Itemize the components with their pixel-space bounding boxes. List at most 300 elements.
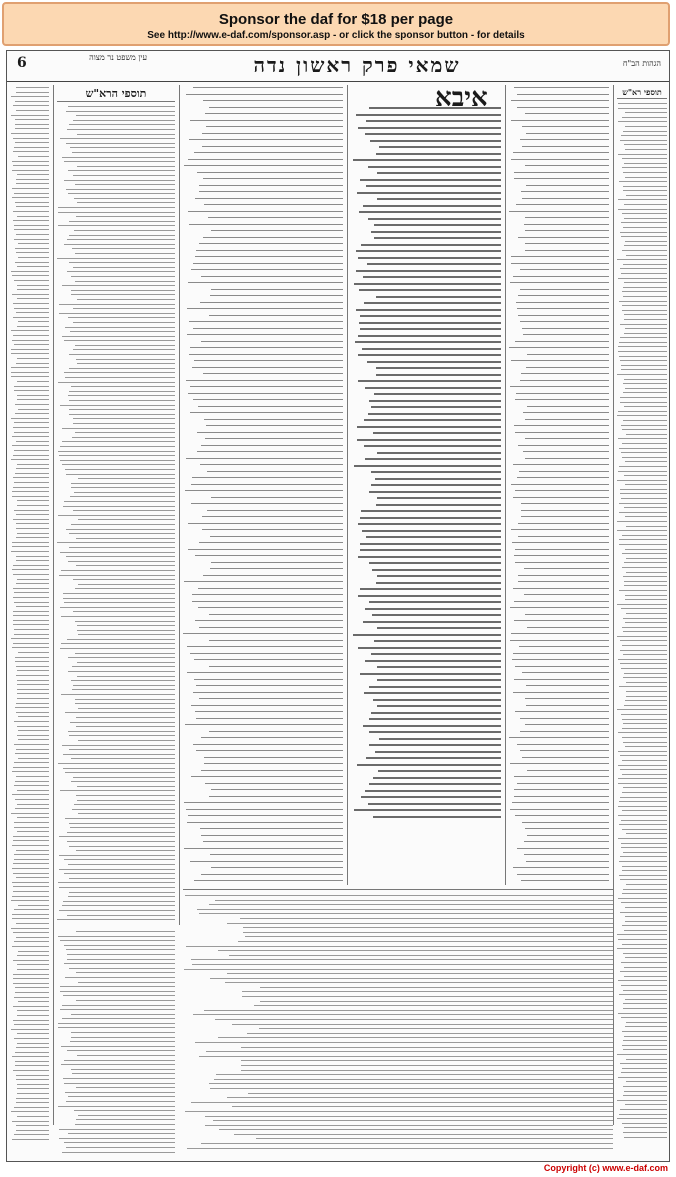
text-line: [625, 549, 667, 550]
text-line: [66, 556, 175, 557]
text-line: [13, 303, 49, 304]
text-line: [620, 797, 667, 798]
text-line: [60, 138, 175, 139]
text-line: [17, 698, 49, 699]
text-line: [525, 614, 609, 615]
text-line: [518, 445, 609, 446]
text-line: [15, 1065, 49, 1066]
text-line: [241, 1060, 613, 1061]
text-line: [232, 1106, 613, 1107]
text-line: [75, 253, 175, 254]
text-line: [13, 1006, 49, 1007]
text-line: [620, 663, 667, 664]
text-line: [241, 1047, 613, 1048]
text-line: [67, 129, 175, 130]
text-line: [243, 927, 613, 928]
text-line: [525, 419, 609, 420]
text-line: [13, 891, 49, 892]
text-line: [15, 808, 49, 809]
text-line: [618, 659, 667, 660]
text-line: [74, 1110, 175, 1111]
text-line: [368, 166, 501, 168]
text-line: [527, 835, 609, 836]
text-line: [11, 353, 49, 354]
text-line: [521, 880, 609, 881]
text-line: [59, 313, 175, 314]
text-line: [522, 146, 609, 147]
sponsor-banner[interactable]: [2, 2, 670, 46]
text-line: [66, 474, 175, 475]
text-line: [518, 536, 609, 537]
text-line: [12, 197, 49, 198]
text-line: [622, 1031, 667, 1032]
text-line: [521, 503, 609, 504]
text-line: [509, 737, 609, 738]
text-line: [64, 244, 175, 245]
text-line: [69, 414, 175, 415]
text-line: [210, 854, 343, 855]
text-line: [358, 257, 501, 259]
text-line: [65, 818, 175, 819]
text-line: [518, 237, 609, 238]
text-line: [12, 1056, 49, 1057]
text-line: [365, 458, 501, 460]
text-line: [190, 347, 343, 348]
text-line: [622, 158, 667, 159]
text-line: [12, 161, 49, 162]
text-line: [245, 936, 613, 937]
text-line: [510, 386, 609, 387]
text-line: [625, 112, 667, 113]
text-line: [624, 562, 667, 563]
text-line: [61, 1064, 175, 1065]
text-line: [623, 1049, 667, 1050]
text-line: [365, 660, 501, 662]
text-line: [17, 289, 49, 290]
text-line: [624, 144, 667, 145]
text-line: [76, 726, 175, 727]
text-line: [11, 115, 49, 116]
text-line: [60, 1009, 175, 1010]
text-line: [77, 363, 175, 364]
text-line: [72, 689, 175, 690]
left-commentary-heading: תוספי הרא"ש: [57, 87, 175, 102]
text-line: [521, 373, 609, 374]
text-line: [624, 1091, 667, 1092]
text-line: [67, 639, 175, 640]
text-line: [66, 949, 175, 950]
text-line: [17, 1010, 49, 1011]
text-line: [202, 529, 343, 530]
text-line: [623, 723, 667, 724]
text-line: [367, 263, 501, 265]
text-line: [358, 380, 501, 382]
text-line: [621, 962, 667, 963]
text-line: [622, 250, 667, 251]
text-line: [17, 790, 49, 791]
text-line: [72, 809, 175, 810]
text-line: [622, 305, 667, 306]
text-line: [198, 588, 343, 589]
text-line: [622, 829, 667, 830]
text-line: [69, 235, 175, 236]
text-line: [16, 110, 49, 111]
text-line: [193, 1014, 613, 1015]
sponsor-subtitle[interactable]: See http://www.e-daf.com/sponsor.asp - or click the sponsor button - for details: [147, 30, 525, 41]
text-line: [622, 213, 667, 214]
text-line: [625, 599, 667, 600]
text-line: [205, 438, 343, 439]
text-line: [625, 700, 667, 701]
text-line: [375, 478, 501, 480]
text-line: [625, 516, 667, 517]
text-line: [624, 705, 667, 706]
text-line: [355, 341, 501, 343]
text-line: [526, 685, 609, 686]
text-line: [519, 646, 609, 647]
text-line: [57, 542, 175, 543]
text-line: [211, 289, 343, 290]
text-line: [185, 1111, 613, 1112]
text-line: [623, 1040, 667, 1041]
text-line: [517, 308, 609, 309]
text-line: [68, 170, 175, 171]
text-line: [617, 1100, 667, 1101]
text-line: [14, 239, 49, 240]
text-line: [203, 575, 343, 576]
text-line: [362, 348, 501, 350]
text-line: [13, 983, 49, 984]
text-line: [63, 1078, 175, 1079]
text-line: [512, 659, 609, 660]
text-line: [191, 503, 343, 504]
text-line: [16, 877, 49, 878]
text-line: [206, 126, 343, 127]
text-line: [14, 1038, 49, 1039]
text-line: [194, 152, 343, 153]
text-line: [67, 832, 175, 833]
text-line: [78, 584, 175, 585]
text-line: [527, 770, 609, 771]
text-line: [626, 884, 667, 885]
text-line: [624, 163, 667, 164]
text-line: [17, 831, 49, 832]
text-line: [191, 776, 343, 777]
text-line: [17, 689, 49, 690]
text-line: [617, 530, 667, 531]
text-line: [624, 976, 667, 977]
text-line: [625, 921, 667, 922]
talmud-page: [6, 50, 670, 1162]
text-line: [199, 1056, 613, 1057]
text-line: [15, 1061, 49, 1062]
text-line: [360, 543, 501, 545]
text-line: [76, 1119, 175, 1120]
text-line: [197, 451, 343, 452]
text-line: [509, 347, 609, 348]
text-line: [192, 367, 343, 368]
text-line: [17, 680, 49, 681]
text-line: [623, 392, 667, 393]
text-line: [76, 795, 175, 796]
text-line: [185, 895, 613, 896]
text-line: [66, 1147, 175, 1148]
text-line: [17, 399, 49, 400]
text-line: [227, 1097, 613, 1098]
text-line: [69, 547, 175, 548]
text-line: [68, 896, 175, 897]
text-line: [65, 712, 175, 713]
text-line: [16, 87, 49, 88]
text-line: [621, 222, 667, 223]
text-line: [242, 991, 613, 992]
text-line: [358, 647, 501, 649]
text-line: [626, 1022, 667, 1023]
text-line: [75, 345, 175, 346]
text-line: [14, 941, 49, 942]
text-line: [363, 205, 501, 207]
text-line: [364, 445, 501, 447]
text-line: [626, 434, 667, 435]
text-line: [67, 959, 175, 960]
text-line: [625, 999, 667, 1000]
text-line: [624, 333, 667, 334]
text-line: [58, 225, 175, 226]
text-line: [60, 790, 175, 791]
text-line: [14, 280, 49, 281]
text-line: [376, 367, 501, 369]
text-line: [622, 645, 667, 646]
text-line: [618, 939, 667, 940]
text-line: [523, 451, 609, 452]
text-line: [68, 864, 175, 865]
text-line: [203, 841, 343, 842]
text-line: [522, 126, 609, 127]
text-line: [186, 458, 343, 459]
left-commentary-column: [57, 87, 175, 927]
footnote-block: [183, 895, 613, 1157]
text-line: [359, 211, 501, 213]
text-line: [65, 977, 175, 978]
text-line: [510, 607, 609, 608]
text-line: [210, 1088, 613, 1089]
text-line: [12, 340, 49, 341]
text-line: [75, 621, 175, 622]
gemara-column: [353, 107, 501, 827]
text-line: [202, 146, 343, 147]
text-line: [76, 1000, 175, 1001]
text-line: [71, 386, 175, 387]
text-line: [12, 868, 49, 869]
text-line: [12, 436, 49, 437]
text-line: [511, 360, 609, 361]
text-line: [357, 764, 501, 766]
text-line: [11, 459, 49, 460]
text-line: [17, 533, 49, 534]
text-line: [69, 846, 175, 847]
text-line: [69, 892, 175, 893]
text-line: [67, 915, 175, 916]
text-line: [199, 698, 343, 699]
text-line: [69, 368, 175, 369]
text-line: [17, 969, 49, 970]
text-line: [195, 711, 343, 712]
text-line: [198, 607, 343, 608]
text-line: [18, 951, 49, 952]
text-line: [526, 861, 609, 862]
text-line: [15, 987, 49, 988]
text-line: [621, 425, 667, 426]
text-line: [218, 1037, 613, 1038]
text-line: [70, 827, 175, 828]
text-line: [620, 640, 667, 641]
text-line: [625, 907, 667, 908]
text-line: [520, 321, 609, 322]
text-line: [626, 558, 667, 559]
text-line: [16, 183, 49, 184]
text-line: [60, 552, 175, 553]
text-line: [13, 611, 49, 612]
text-line: [16, 712, 49, 713]
text-line: [514, 679, 609, 680]
text-line: [66, 529, 175, 530]
text-line: [73, 777, 175, 778]
text-line: [13, 886, 49, 887]
text-line: [623, 889, 667, 890]
text-line: [620, 755, 667, 756]
text-line: [514, 796, 609, 797]
text-line: [241, 1065, 613, 1066]
text-line: [260, 987, 613, 988]
page-number: 6: [17, 55, 27, 71]
text-line: [359, 322, 501, 324]
text-line: [209, 1083, 613, 1084]
text-line: [57, 258, 175, 259]
text-line: [621, 365, 667, 366]
text-line: [617, 259, 667, 260]
text-line: [356, 114, 501, 116]
text-line: [521, 191, 609, 192]
text-line: [13, 615, 49, 616]
text-line: [73, 267, 175, 268]
text-line: [621, 498, 667, 499]
text-line: [58, 212, 175, 213]
text-line: [522, 757, 609, 758]
text-line: [260, 1001, 613, 1002]
text-line: [518, 523, 609, 524]
text-line: [77, 630, 175, 631]
text-line: [200, 464, 343, 465]
text-line: [619, 301, 667, 302]
text-line: [12, 569, 49, 570]
text-line: [618, 103, 667, 104]
divider: [53, 85, 54, 1125]
text-line: [518, 295, 609, 296]
text-line: [75, 703, 175, 704]
text-line: [12, 914, 49, 915]
text-line: [621, 847, 667, 848]
text-line: [16, 1079, 49, 1080]
text-line: [63, 598, 175, 599]
text-line: [17, 395, 49, 396]
text-line: [11, 551, 49, 552]
text-line: [14, 629, 49, 630]
text-line: [209, 666, 343, 667]
text-line: [67, 954, 175, 955]
text-line: [625, 461, 667, 462]
text-line: [625, 622, 667, 623]
text-line: [617, 415, 667, 416]
text-line: [215, 1019, 613, 1020]
text-line: [60, 648, 175, 649]
text-line: [17, 804, 49, 805]
text-line: [14, 909, 49, 910]
text-line: [625, 746, 667, 747]
text-line: [17, 326, 49, 327]
text-line: [71, 294, 175, 295]
text-line: [210, 536, 343, 537]
text-line: [517, 874, 609, 875]
text-line: [77, 202, 175, 203]
text-line: [623, 264, 667, 265]
text-line: [17, 1043, 49, 1044]
text-line: [618, 783, 667, 784]
text-line: [64, 340, 175, 341]
text-line: [73, 579, 175, 580]
text-line: [18, 257, 49, 258]
text-line: [12, 542, 49, 543]
text-line: [238, 941, 613, 942]
text-line: [364, 419, 501, 421]
text-line: [517, 107, 609, 108]
text-line: [73, 423, 175, 424]
text-line: [13, 335, 49, 336]
text-line: [68, 1096, 175, 1097]
text-line: [14, 147, 49, 148]
text-line: [17, 1116, 49, 1117]
text-line: [62, 285, 175, 286]
text-line: [17, 579, 49, 580]
text-line: [624, 218, 667, 219]
text-line: [240, 918, 613, 919]
text-line: [625, 328, 667, 329]
text-line: [368, 413, 501, 415]
text-line: [184, 802, 343, 803]
text-line: [623, 131, 667, 132]
footnote-divider: [183, 889, 613, 890]
text-line: [213, 1120, 613, 1121]
text-line: [59, 869, 175, 870]
text-line: [190, 386, 343, 387]
text-line: [11, 418, 49, 419]
text-line: [17, 216, 49, 217]
text-line: [16, 234, 49, 235]
text-line: [360, 673, 501, 675]
text-line: [358, 523, 501, 525]
text-line: [622, 1068, 667, 1069]
text-line: [13, 863, 49, 864]
text-line: [67, 271, 175, 272]
text-line: [76, 538, 175, 539]
text-line: [17, 1093, 49, 1094]
text-line: [16, 441, 49, 442]
text-line: [376, 374, 501, 376]
text-line: [75, 653, 175, 654]
text-line: [199, 913, 613, 914]
text-line: [365, 133, 501, 135]
text-line: [527, 406, 609, 407]
text-line: [524, 854, 609, 855]
